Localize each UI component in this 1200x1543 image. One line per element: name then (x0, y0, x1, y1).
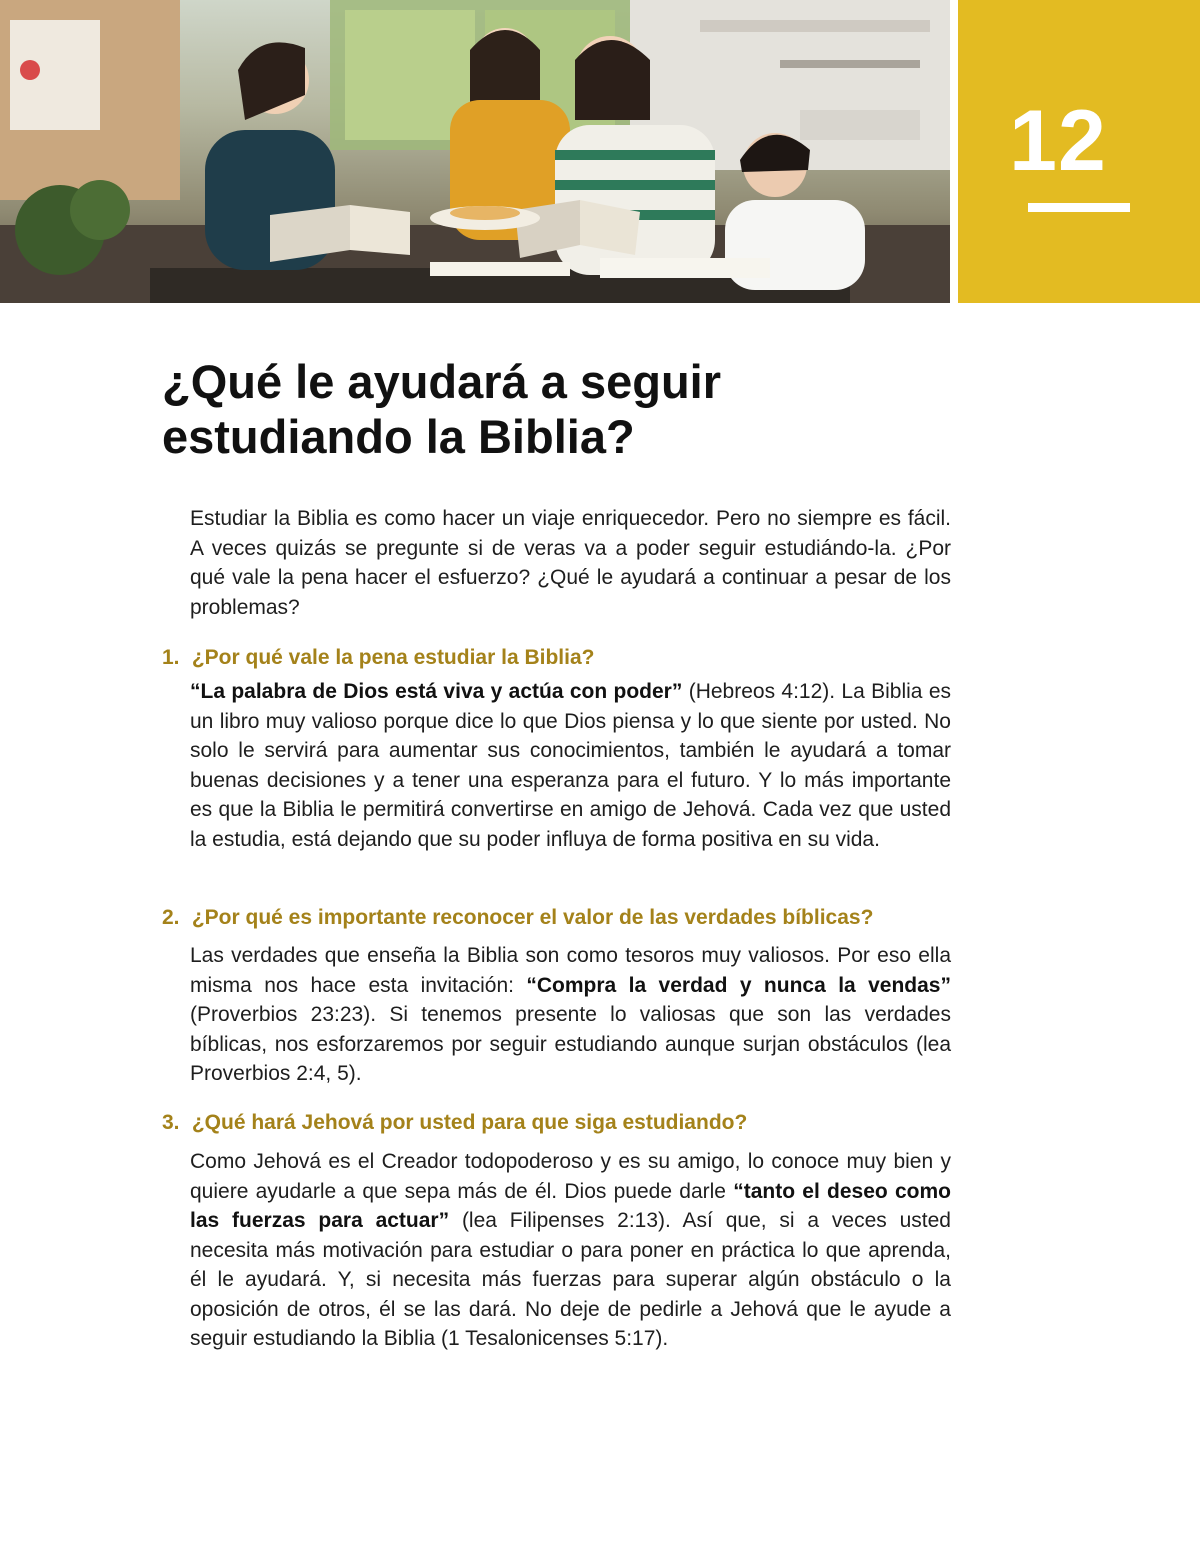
question-number: 3. (162, 1111, 180, 1134)
bible-quote: “tanto el deseo como las fuerzas para actuar” (190, 1179, 951, 1232)
answer-text-before: Las verdades que enseña la Biblia son como tesoros muy valiosos. Por eso ella misma nos hace esta invitación: (190, 944, 951, 997)
bible-quote: “Compra la verdad y nunca la vendas” (526, 973, 951, 997)
question-number: 2. (162, 906, 180, 929)
answer-2 (190, 941, 951, 1089)
lesson-number: 12 (1009, 93, 1107, 189)
intro-paragraph: Estudiar la Biblia es como hacer un viaje enriquecedor. Pero no siempre es fácil. A veces quizás se pregunte si de veras va a poder seguir estudiándo-la. ¿Por qué vale la pena hacer el esfuerzo? ¿Qué le ayudará a continuar a pesar de los problemas? (190, 507, 951, 619)
question-2 (162, 903, 962, 932)
question-number: 1. (162, 646, 180, 669)
question-3 (162, 1108, 962, 1137)
page-title: ¿Qué le ayudará a seguir estudiando la Biblia? (162, 355, 721, 463)
lesson-number-block (958, 0, 1200, 303)
answer-text: (Hebreos 4:12). La Biblia es un libro muy valioso porque dice lo que Dios piensa y lo que siente por usted. No solo le servirá para aumentar sus conocimientos, también le ayudará a tomar buenas decisiones y a tener una esperanza para el futuro. Y lo más importante es que la Biblia le permitirá convertirse en amigo de Jehová. Cada vez que usted la estudia, está dejando que su poder influya de forma positiva en su vida. (190, 680, 952, 851)
lesson-number-underline (1028, 203, 1130, 212)
family-bible-study-illustration (0, 0, 950, 303)
bible-quote: “La palabra de Dios está viva y actúa con poder” (190, 680, 683, 703)
answer-3 (190, 1147, 951, 1354)
answer-text-after: (lea Filipenses 2:13). Así que, si a veces usted necesita más motivación para estudiar o para poner en práctica lo que aprenda, él le ayudará. Y, si necesita más fuerzas para superar algún obstáculo o la oposición de otros, él se las dará. No deje de pedirle a Jehová que le ayude a seguir estudiando la Biblia (1 Tesalonicenses 5:17). (190, 1209, 951, 1350)
question-text: ¿Por qué vale la pena estudiar la Biblia? (191, 646, 595, 669)
header-photo (0, 0, 950, 303)
answer-1 (190, 677, 951, 854)
question-text: ¿Por qué es importante reconocer el valor de las verdades bíblicas? (191, 906, 874, 929)
answer-text-after: (Proverbios 23:23). Si tenemos presente lo valiosas que son las verdades bíblicas, nos esforzaremos por seguir estudiando aunque surjan obstáculos (lea Proverbios 2:4, 5). (190, 1003, 951, 1085)
answer-text-before: Como Jehová es el Creador todopoderoso y es su amigo, lo conoce muy bien y quiere ayudarle a que sepa más de él. Dios puede darle (190, 1150, 951, 1203)
question-text: ¿Qué hará Jehová por usted para que siga estudiando? (191, 1111, 748, 1134)
question-1 (162, 643, 962, 672)
